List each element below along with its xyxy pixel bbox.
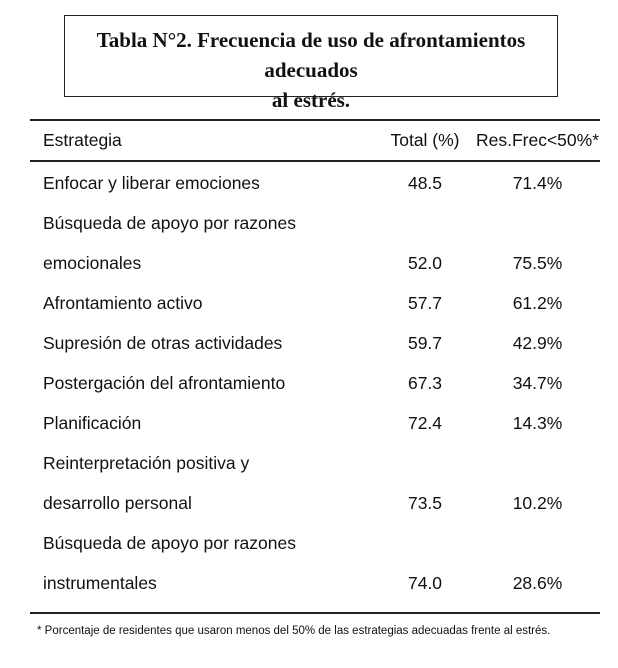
footnote: * Porcentaje de residentes que usaron menos del 50% de las estrategias adecuadas frente al estrés. [37,625,551,637]
table-title [64,15,558,112]
row-strategy: Planificación [43,413,142,433]
row-strategy: Búsqueda de apoyo por razones [43,533,296,553]
row-res: 28.6% [512,573,563,593]
row-strategy-cont: desarrollo personal [43,493,192,513]
row-strategy-cont: emocionales [43,253,142,273]
row-res: 14.3% [512,413,563,433]
row-strategy: Postergación del afrontamiento [43,373,286,393]
row-strategy: Afrontamiento activo [43,293,203,313]
header-rule [30,160,600,162]
row-strategy-cont: instrumentales [43,573,157,593]
row-total: 57.7 [407,293,443,313]
row-total: 74.0 [407,573,443,593]
row-total: 48.5 [407,173,443,193]
header-strategy: Estrategia [43,130,122,150]
table-title-line-1: Tabla N°2. Frecuencia de uso de afrontamientos adecuados [96,28,526,82]
row-strategy: Búsqueda de apoyo por razones [43,213,296,233]
row-total: 67.3 [407,373,443,393]
row-res: 75.5% [512,253,563,273]
row-res: 10.2% [512,493,563,513]
header-total: Total (%) [390,130,460,150]
row-res: 34.7% [512,373,563,393]
row-total: 73.5 [407,493,443,513]
row-total: 72.4 [407,413,443,433]
row-total: 52.0 [407,253,443,273]
header-res: Res.Frec<50%* [475,130,600,150]
row-strategy: Supresión de otras actividades [43,333,283,353]
row-res: 42.9% [512,333,563,353]
row-strategy: Reinterpretación positiva y [43,453,250,473]
top-rule [30,119,600,121]
row-res: 61.2% [512,293,563,313]
row-res: 71.4% [512,173,563,193]
row-total: 59.7 [407,333,443,353]
table-title-line-2: al estrés. [271,88,351,112]
row-strategy: Enfocar y liberar emociones [43,173,260,193]
bottom-rule [30,612,600,614]
